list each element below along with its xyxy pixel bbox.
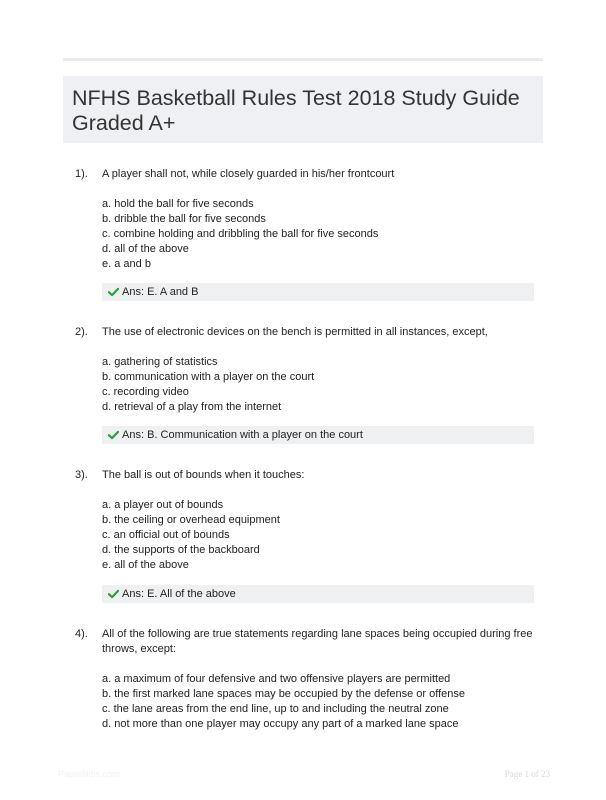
check-icon: [108, 430, 119, 440]
question-text: The ball is out of bounds when it touches:: [102, 469, 305, 481]
answer-box: [102, 283, 534, 301]
option-list: [102, 355, 314, 415]
page-number: Page 1 of 23: [504, 769, 550, 779]
top-divider: [63, 58, 543, 61]
option-a: a. a player out of bounds: [102, 499, 224, 511]
option-c: c. recording video: [102, 386, 189, 398]
option-list: [102, 672, 465, 732]
option-d: d. retrieval of a play from the internet: [102, 401, 282, 413]
option-e: e. all of the above: [102, 559, 189, 571]
check-icon: [108, 287, 119, 297]
check-icon: [108, 589, 119, 599]
option-c: c. combine holding and dribbling the ball for five seconds: [102, 228, 379, 240]
option-d: d. all of the above: [102, 243, 189, 255]
document-title: NFHS Basketball Rules Test 2018 Study Guide Graded A+: [72, 86, 520, 135]
answer-text: Ans: B. Communication with a player on the court: [122, 429, 363, 441]
option-c: c. the lane areas from the end line, up to and including the neutral zone: [102, 703, 449, 715]
option-list: [102, 197, 378, 272]
option-list: [102, 498, 280, 573]
question-number: 2).: [75, 326, 88, 338]
option-a: a. hold the ball for five seconds: [102, 198, 254, 210]
option-e: e. a and b: [102, 258, 151, 270]
question-number: 3).: [75, 469, 88, 481]
option-d: d. not more than one player may occupy any part of a marked lane space: [102, 718, 459, 730]
question-text: A player shall not, while closely guarded in his/her frontcourt: [102, 168, 395, 180]
answer-box: [102, 426, 534, 444]
watermark: PaperNibs.com: [58, 769, 120, 779]
option-b: b. the first marked lane spaces may be occupied by the defense or offense: [102, 688, 466, 700]
question-number: 4).: [75, 628, 88, 640]
option-b: b. communication with a player on the court: [102, 371, 315, 383]
option-b: b. the ceiling or overhead equipment: [102, 514, 280, 526]
option-a: a. gathering of statistics: [102, 356, 218, 368]
title-banner: [63, 76, 543, 143]
answer-box: [102, 585, 534, 603]
option-c: c. an official out of bounds: [102, 529, 230, 541]
option-b: b. dribble the ball for five seconds: [102, 213, 266, 225]
option-a: a. a maximum of four defensive and two offensive players are permitted: [102, 673, 451, 685]
question-text: The use of electronic devices on the bench is permitted in all instances, except,: [102, 326, 488, 338]
answer-text: Ans: E. All of the above: [122, 588, 236, 600]
option-d: d. the supports of the backboard: [102, 544, 260, 556]
question-text: All of the following are true statements regarding lane spaces being occupied during free throws, except:: [102, 628, 533, 655]
answer-text: Ans: E. A and B: [122, 286, 199, 298]
question-number: 1).: [75, 168, 88, 180]
